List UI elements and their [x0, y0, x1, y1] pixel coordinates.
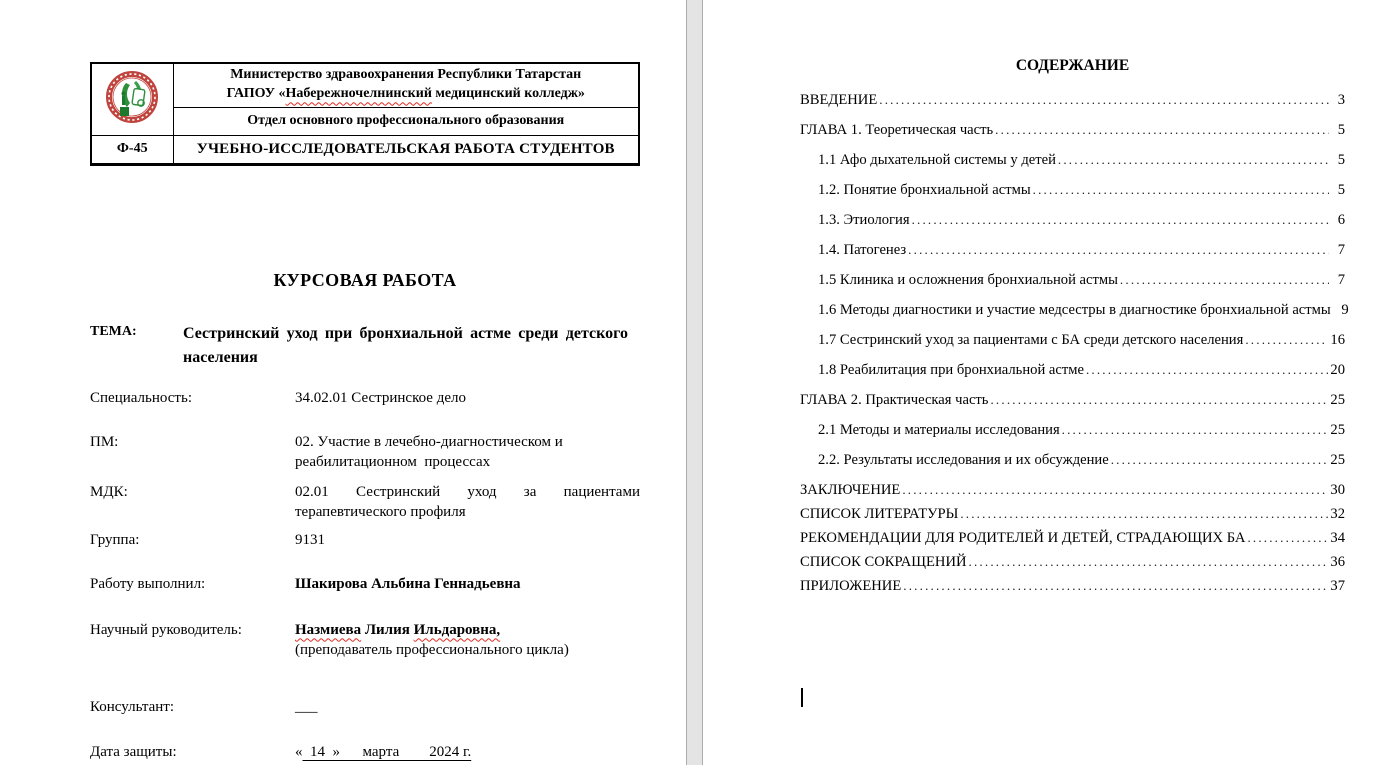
page-gap: [686, 0, 703, 765]
toc-entry-page-number: 32: [1330, 506, 1345, 522]
group-row: [90, 530, 640, 550]
toc-entry-text: ГЛАВА 2. Практическая часть: [800, 392, 989, 408]
toc-entry-text: 1.5 Клиника и осложнения бронхиальной астмы: [818, 272, 1118, 288]
toc-entry[interactable]: [800, 270, 1345, 290]
toc-dot-leader: [1245, 330, 1328, 350]
consultant-row: [90, 697, 640, 717]
toc-entry[interactable]: [800, 240, 1345, 260]
toc-entry[interactable]: [800, 450, 1345, 470]
toc-entry-text: 1.4. Патогенез: [818, 242, 907, 258]
toc-entry-page-number: 25: [1330, 452, 1345, 468]
form-code: Ф-45: [91, 135, 173, 164]
supervisor-role: (преподаватель профессионального цикла): [295, 641, 569, 658]
toc-entry-text: 2.1 Методы и материалы исследования: [818, 422, 1060, 438]
supervisor-value: [295, 620, 640, 660]
group-label: Группа:: [90, 531, 140, 548]
tema-value: Сестринский уход при бронхиальной астме среди детского населения: [183, 324, 628, 366]
toc-dot-leader: [902, 480, 1328, 500]
work-type-title: УЧЕБНО-ИССЛЕДОВАТЕЛЬСКАЯ РАБОТА СТУДЕНТОВ: [173, 135, 639, 164]
consultant-label: Консультант:: [90, 698, 174, 715]
tema-row: [90, 322, 640, 370]
misspelled-word: Набережночелнинский: [285, 86, 432, 102]
toc-dot-leader: [995, 120, 1329, 140]
toc-entry[interactable]: [800, 504, 1345, 524]
toc-entry-text: 1.6 Методы диагностики и участие медсестры в диагностике бронхиальной астмы: [818, 302, 1331, 318]
toc-entry-text: ЗАКЛЮЧЕНИЕ: [800, 482, 901, 498]
specialty-label: Специальность:: [90, 389, 192, 406]
form-header-table: [90, 62, 640, 166]
toc-title: СОДЕРЖАНИЕ: [1015, 57, 1130, 74]
toc-entry[interactable]: [800, 90, 1345, 110]
pm-row: [90, 432, 640, 472]
ministry-line1: Министерство здравоохранения Республики Татарстан: [230, 67, 582, 83]
toc-list: [800, 90, 1349, 596]
toc-entry-text: ВВЕДЕНИЕ: [800, 92, 878, 108]
college-emblem-icon: [106, 69, 158, 125]
toc-dot-leader: [912, 210, 1329, 230]
toc-entry[interactable]: [800, 210, 1345, 230]
title-page-content: [0, 0, 686, 762]
toc-entry[interactable]: [800, 150, 1345, 170]
toc-entry-page-number: 9: [1341, 302, 1349, 318]
toc-entry-text: РЕКОМЕНДАЦИИ ДЛЯ РОДИТЕЛЕЙ И ДЕТЕЙ, СТРАДАЮЩИХ БА: [800, 530, 1246, 546]
toc-entry-page-number: 7: [1337, 272, 1345, 288]
toc-entry-page-number: 6: [1337, 212, 1345, 228]
toc-entry-page-number: 7: [1337, 242, 1345, 258]
toc-entry-text: 1.3. Этиология: [818, 212, 910, 228]
toc-dot-leader: [1033, 180, 1329, 200]
toc-dot-leader: [960, 504, 1328, 524]
toc-dot-leader: [879, 90, 1329, 110]
page-title: КУРСОВАЯ РАБОТА: [273, 269, 457, 290]
pm-label: ПМ:: [90, 433, 119, 450]
department-name: Отдел основного профессионального образования: [173, 107, 639, 135]
mdk-value: 02.01 Сестринский уход за пациентами терапевтического профиля: [295, 483, 640, 520]
defense-date-label: Дата защиты:: [90, 743, 177, 760]
specialty-row: [90, 388, 640, 408]
toc-dot-leader: [908, 240, 1329, 260]
toc-dot-leader: [1111, 450, 1329, 470]
toc-entry-text: 1.8 Реабилитация при бронхиальной астме: [818, 362, 1084, 378]
toc-entry-text: ПРИЛОЖЕНИЕ: [800, 578, 902, 594]
toc-entry-page-number: 30: [1330, 482, 1345, 498]
author-row: [90, 574, 640, 594]
toc-entry[interactable]: [800, 480, 1345, 500]
toc-entry[interactable]: [800, 180, 1345, 200]
defense-date-filled: 14 » марта 2024 г.: [302, 743, 472, 760]
toc-entry-page-number: 20: [1330, 362, 1345, 378]
supervisor-name: Назмиева Лилия Ильдаровна,: [295, 621, 501, 638]
text-cursor: [801, 688, 803, 707]
toc-entry-text: СПИСОК ЛИТЕРАТУРЫ: [800, 506, 959, 522]
toc-content: [703, 0, 1387, 596]
toc-page[interactable]: [703, 0, 1387, 765]
toc-entry-text: 1.7 Сестринский уход за пациентами с БА среди детского населения: [818, 332, 1244, 348]
toc-entry-text: ГЛАВА 1. Теоретическая часть: [800, 122, 994, 138]
defense-date-value: « 14 » марта 2024 г.: [295, 743, 472, 760]
toc-entry-text: СПИСОК СОКРАЩЕНИЙ: [800, 554, 967, 570]
toc-entry-page-number: 3: [1337, 92, 1345, 108]
supervisor-row: [90, 620, 640, 660]
toc-entry-page-number: 5: [1337, 182, 1345, 198]
toc-dot-leader: [969, 552, 1329, 572]
toc-dot-leader: [990, 390, 1328, 410]
specialty-value: 34.02.01 Сестринское дело: [295, 389, 466, 406]
toc-entry-text: 1.1 Афо дыхательной системы у детей: [818, 152, 1056, 168]
toc-entry-text: 1.2. Понятие бронхиальной астмы: [818, 182, 1031, 198]
toc-dot-leader: [1058, 150, 1329, 170]
ministry-name: [173, 63, 639, 107]
author-value: Шакирова Альбина Геннадьевна: [295, 575, 521, 592]
toc-dot-leader: [903, 576, 1328, 596]
toc-dot-leader: [1086, 360, 1328, 380]
ministry-line2: ГАПОУ «Набережночелнинский медицинский колледж»: [226, 86, 585, 102]
toc-entry[interactable]: [800, 330, 1345, 350]
toc-entry-page-number: 34: [1330, 530, 1345, 546]
toc-entry[interactable]: [800, 420, 1345, 440]
group-value: 9131: [295, 531, 325, 548]
author-label: Работу выполнил:: [90, 575, 206, 592]
toc-dot-leader: [1062, 420, 1329, 440]
toc-dot-leader: [1247, 528, 1328, 548]
pm-value: 02. Участие в лечебно-диагностическом и реабилитационном процессах: [295, 433, 567, 470]
mdk-label: МДК:: [90, 483, 128, 500]
toc-entry-page-number: 25: [1330, 422, 1345, 438]
toc-entry-text: 2.2. Результаты исследования и их обсуждение: [818, 452, 1109, 468]
toc-entry[interactable]: [800, 120, 1345, 140]
title-page[interactable]: [0, 0, 686, 765]
tema-label: ТЕМА:: [90, 323, 137, 339]
toc-entry[interactable]: [800, 360, 1345, 380]
defense-date-row: [90, 742, 640, 762]
mdk-row: [90, 482, 640, 522]
toc-entry-page-number: 37: [1330, 578, 1345, 594]
toc-entry[interactable]: [800, 576, 1345, 596]
toc-entry-page-number: 5: [1337, 152, 1345, 168]
toc-entry-page-number: 16: [1330, 332, 1345, 348]
toc-entry-page-number: 25: [1330, 392, 1345, 408]
toc-dot-leader: [1120, 270, 1329, 290]
consultant-value: ___: [295, 698, 318, 715]
toc-entry-page-number: 36: [1330, 554, 1345, 570]
toc-entry[interactable]: [800, 390, 1345, 410]
toc-entry[interactable]: [800, 528, 1345, 548]
toc-entry-page-number: 5: [1337, 122, 1345, 138]
toc-entry[interactable]: [800, 552, 1345, 572]
college-logo-cell: [91, 63, 173, 135]
supervisor-label: Научный руководитель:: [90, 621, 242, 638]
toc-entry[interactable]: [800, 300, 1349, 320]
